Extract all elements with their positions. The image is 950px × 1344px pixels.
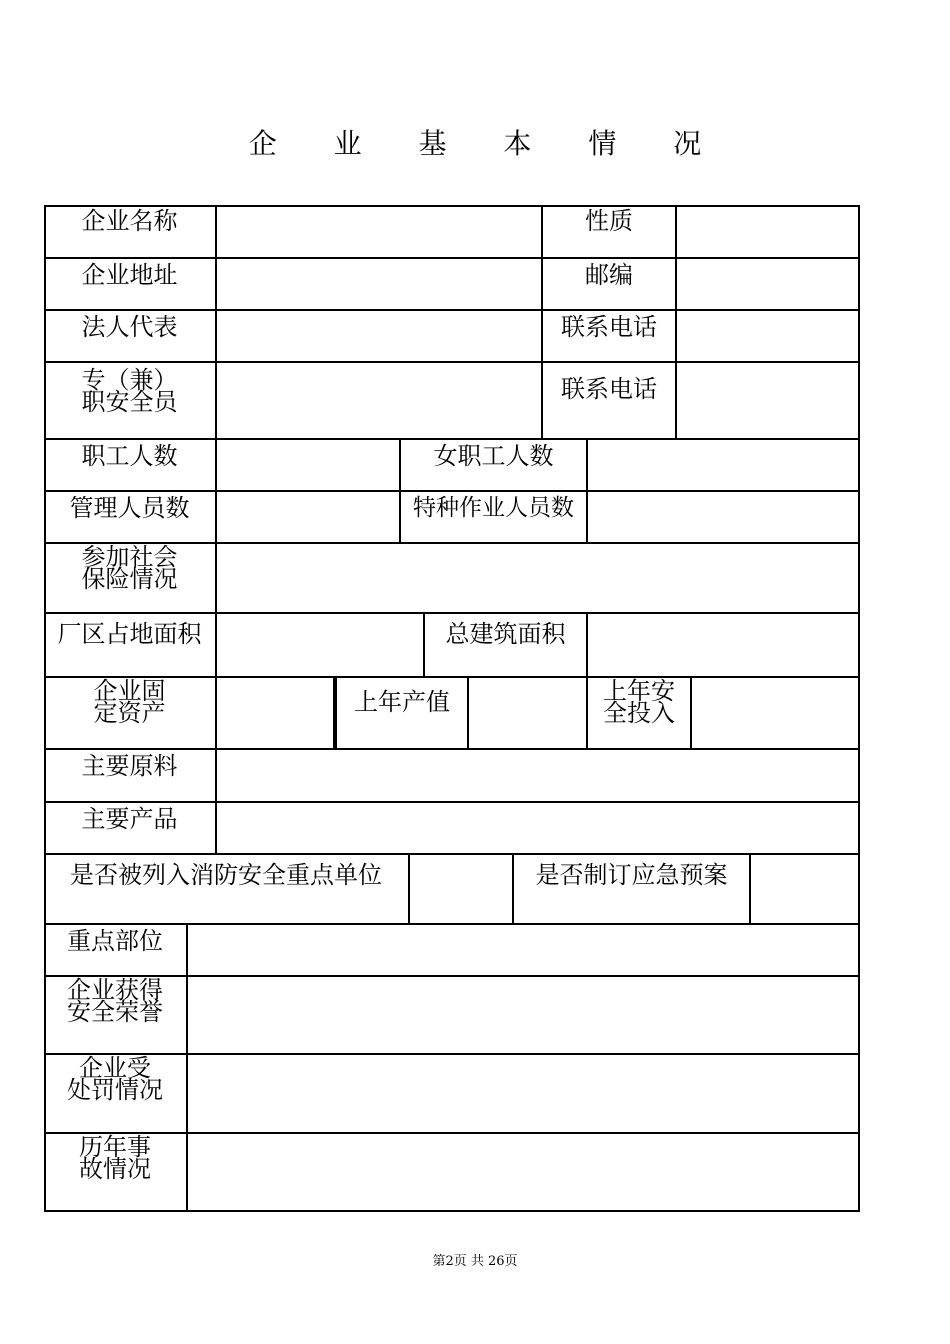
zip-field[interactable] — [677, 259, 860, 309]
special-workers-field[interactable] — [588, 492, 860, 542]
row-accidents — [44, 1132, 860, 1211]
label-safety-investment — [588, 678, 690, 748]
label-special-workers: 特种作业人员数 — [413, 495, 574, 521]
legal-rep-field[interactable] — [217, 311, 541, 361]
row-safety-honors — [44, 975, 860, 1053]
label-safety-honors-line1: 企业获得 — [67, 976, 163, 1004]
row-key-areas — [44, 923, 860, 975]
label-female-staff: 女职工人数 — [433, 442, 554, 470]
label-enterprise-name: 企业名称 — [81, 207, 178, 235]
row-materials — [44, 748, 860, 801]
label-accidents-line1: 历年事 — [79, 1133, 151, 1161]
label-key-areas: 重点部位 — [67, 927, 163, 955]
row-fire-safety — [44, 853, 860, 923]
row-management-count — [44, 490, 860, 542]
label-accidents-line2: 故情况 — [79, 1155, 151, 1183]
female-staff-field[interactable] — [588, 440, 860, 490]
row-assets — [44, 676, 860, 748]
row-enterprise-name — [44, 205, 860, 257]
label-main-materials: 主要原料 — [81, 752, 178, 780]
emergency-plan-field[interactable] — [751, 855, 860, 923]
officer-phone-field[interactable] — [677, 363, 860, 438]
fixed-assets-field[interactable] — [217, 678, 334, 748]
land-area-field[interactable] — [217, 614, 423, 676]
label-social-insurance-line1: 参加社会 — [81, 543, 178, 571]
fire-key-unit-field[interactable] — [410, 855, 512, 923]
enterprise-name-field[interactable] — [217, 205, 541, 257]
label-penalties-line2: 处罚情况 — [67, 1076, 163, 1104]
label-management-count: 管理人员数 — [69, 494, 190, 522]
row-legal-rep — [44, 309, 860, 361]
social-insurance-field[interactable] — [217, 544, 860, 612]
label-officer-phone: 联系电话 — [561, 375, 657, 403]
safety-officer-field[interactable] — [217, 363, 541, 438]
page-footer: 第2页 共 26页 — [432, 1254, 518, 1269]
label-enterprise-address: 企业地址 — [81, 261, 178, 289]
label-nature: 性质 — [585, 207, 633, 235]
row-staff-count — [44, 438, 860, 490]
row-enterprise-address — [44, 257, 860, 309]
label-safety-officer-line1: 专（兼） — [81, 366, 178, 394]
label-accidents — [44, 1134, 186, 1211]
row-penalties — [44, 1053, 860, 1132]
label-building-area: 总建筑面积 — [445, 620, 566, 648]
page-title: 企 业 基 本 情 况 — [248, 127, 726, 160]
key-areas-field[interactable] — [188, 925, 860, 975]
main-materials-field[interactable] — [217, 750, 860, 801]
label-safety-investment-line2: 全投入 — [603, 699, 675, 727]
enterprise-info-table — [44, 205, 860, 1211]
label-last-year-output: 上年产值 — [354, 688, 450, 716]
label-fixed-assets-line1: 企业固 — [93, 677, 166, 705]
label-social-insurance-line2: 保险情况 — [81, 565, 178, 593]
label-safety-officer-line2: 职安全员 — [81, 388, 178, 416]
label-penalties — [44, 1055, 186, 1132]
label-social-insurance — [44, 544, 215, 612]
label-emergency-plan: 是否制订应急预案 — [535, 861, 728, 889]
penalties-field[interactable] — [188, 1055, 860, 1132]
building-area-field[interactable] — [588, 614, 860, 676]
label-safety-officer — [44, 363, 215, 438]
label-safety-honors-line2: 安全荣誉 — [67, 998, 163, 1026]
label-staff-count: 职工人数 — [81, 442, 178, 470]
row-area — [44, 612, 860, 676]
safety-honors-field[interactable] — [188, 977, 860, 1053]
label-fixed-assets-line2: 定资产 — [93, 699, 166, 727]
enterprise-address-field[interactable] — [217, 259, 541, 309]
nature-field[interactable] — [677, 205, 860, 257]
label-safety-honors — [44, 977, 186, 1053]
label-land-area: 厂区占地面积 — [57, 620, 202, 648]
accidents-field[interactable] — [188, 1134, 860, 1211]
contact-phone-field[interactable] — [677, 311, 860, 361]
label-contact-phone: 联系电话 — [561, 313, 657, 341]
row-safety-officer — [44, 361, 860, 438]
staff-count-field[interactable] — [217, 440, 399, 490]
label-fixed-assets — [44, 678, 215, 748]
last-year-output-field[interactable] — [469, 678, 586, 748]
row-products — [44, 801, 860, 853]
label-legal-rep: 法人代表 — [81, 313, 178, 341]
label-fire-key-unit: 是否被列入消防安全重点单位 — [70, 861, 382, 889]
row-social-insurance — [44, 542, 860, 612]
label-zip: 邮编 — [585, 261, 633, 289]
safety-investment-field[interactable] — [692, 678, 860, 748]
management-count-field[interactable] — [217, 492, 399, 542]
label-safety-investment-line1: 上年安 — [603, 677, 675, 705]
label-main-products: 主要产品 — [81, 805, 178, 833]
label-penalties-line1: 企业受 — [79, 1054, 151, 1082]
main-products-field[interactable] — [217, 803, 860, 853]
